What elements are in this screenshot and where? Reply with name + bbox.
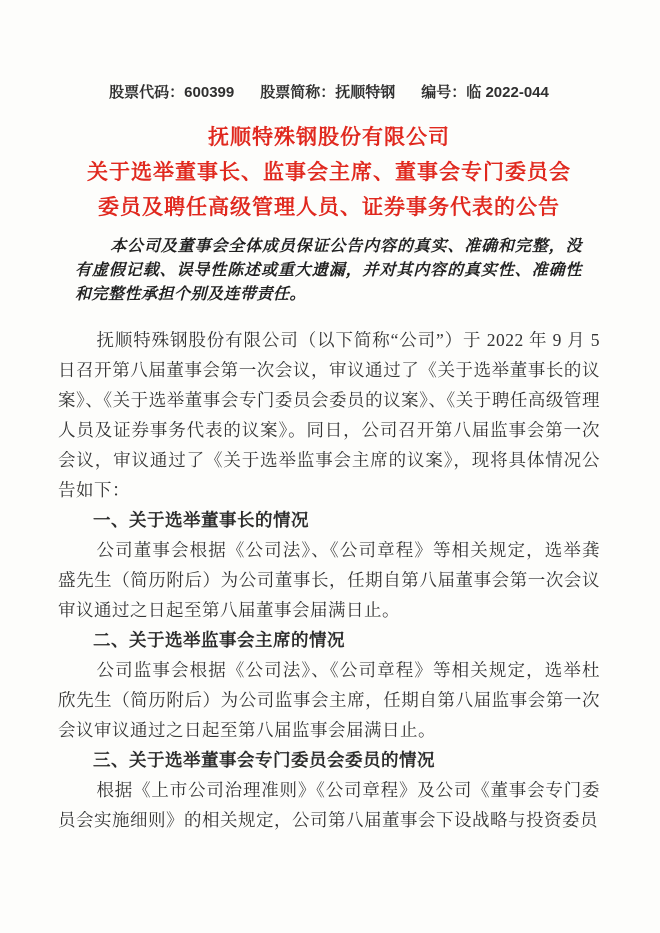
announcement-title-block [58, 120, 600, 225]
notice-number-value: 临 2022-044 [466, 84, 549, 101]
section-heading: 二、关于选举监事会主席的情况 [93, 630, 345, 650]
notice-number-label: 编号： [421, 84, 467, 101]
document-header [58, 84, 600, 102]
stock-code-value: 600399 [184, 84, 235, 101]
body-paragraph: 公司监事会根据《公司法》、《公司章程》等相关规定，选举杜欣先生（简历附后）为公司监事会主席，任期自第八届监事会第一次会议审议通过之日起至第八届监事会届满日止。 [58, 660, 600, 740]
stock-code-label: 股票代码： [109, 84, 185, 101]
disclaimer-paragraph: 本公司及董事会全体成员保证公告内容的真实、准确和完整，没有虚假记载、误导性陈述或重大遗漏，并对其内容的真实性、准确性和完整性承担个别及连带责任。 [75, 238, 582, 303]
section-heading: 一、关于选举董事长的情况 [93, 510, 309, 530]
company-name-title: 抚顺特殊钢股份有限公司 [208, 126, 450, 149]
announcement-subject-line2: 委员及聘任高级管理人员、证券事务代表的公告 [98, 196, 560, 219]
body-paragraph: 抚顺特殊钢股份有限公司（以下简称“公司”）于 2022 年 9 月 5 日召开第八届董事会第一次会议，审议通过了《关于选举董事长的议案》、《关于选举董事会专门委员会委员的议案》、《关于聘任高级管理人员及证券事务代表的议案》。同日，公司召开第八届监事会第一次会议，审议通过了《关于选举监事会主席的议案》，现将具体情况公告如下： [58, 330, 600, 500]
document-body [58, 325, 600, 835]
stock-name-label: 股票简称： [260, 84, 336, 101]
section-heading: 三、关于选举董事会专门委员会委员的情况 [93, 750, 435, 770]
stock-name-field [260, 84, 395, 102]
body-paragraph: 公司董事会根据《公司法》、《公司章程》等相关规定，选举龚盛先生（简历附后）为公司董事长，任期自第八届董事会第一次会议审议通过之日起至第八届董事会届满日止。 [58, 540, 600, 620]
announcement-subject-line1: 关于选举董事长、监事会主席、董事会专门委员会 [87, 161, 571, 184]
stock-code-field [109, 84, 234, 102]
stock-name-value: 抚顺特钢 [335, 84, 396, 101]
notice-number-field [421, 84, 549, 102]
body-paragraph: 根据《上市公司治理准则》《公司章程》及公司《董事会专门委员会实施细则》的相关规定，公司第八届董事会下设战略与投资委员 [58, 780, 600, 830]
